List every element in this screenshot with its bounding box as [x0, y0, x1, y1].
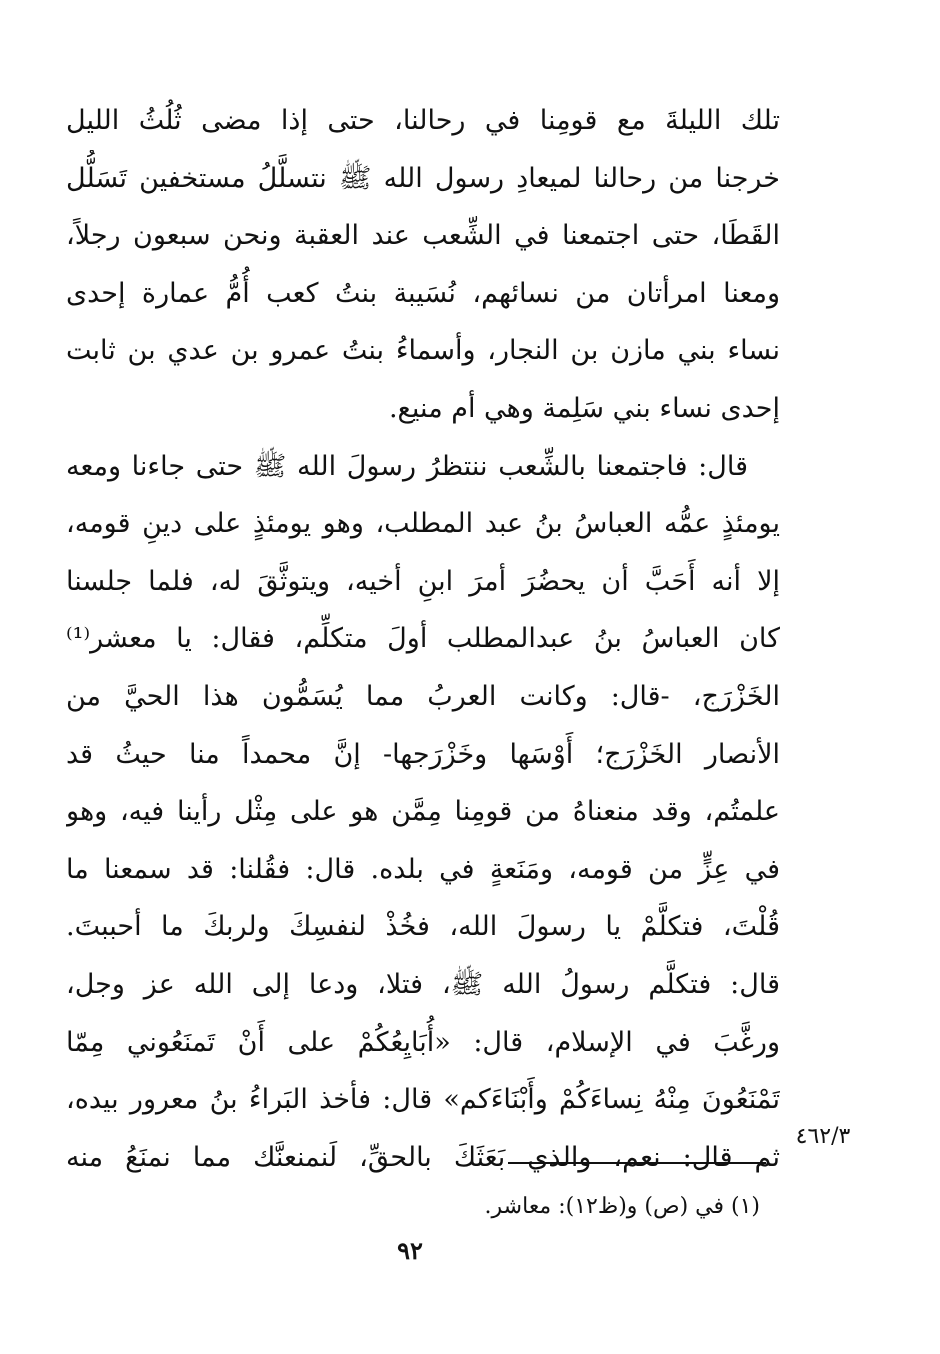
text-line: علمتُم، وقد منعناهُ من قومِنا مِمَّن هو على مِثْل رأينا فيه، وهو — [66, 796, 780, 828]
text-line: في عِزٍّ من قومه، ومَنَعةٍ في بلده. قال: فقُلنا: قد سمعنا ما — [66, 853, 780, 885]
text-line: الخَزْرَج، -قال: وكانت العربُ مما يُسَمُّون هذا الحيَّ من — [66, 680, 780, 712]
text-line: إحدى نساء بني سَلِمة وهي أم منيع. — [388, 392, 780, 424]
text-line: كان العباسُ بنُ عبدالمطلب أولَ متكلِّم، فقال: يا معشر⁽¹⁾ — [66, 623, 780, 655]
margin-reference: ٤٦٢/٣ — [795, 1124, 851, 1149]
text-line: ومعنا امرأتان من نسائهم، نُسَيبة بنتُ كعب أُمُّ عمارة إحدى — [66, 277, 780, 309]
text-line: خرجنا من رحالنا لميعادِ رسول الله ﷺ نتسلَّلُ مستخفين تَسَلُّل — [66, 162, 780, 194]
text-line: تَمْنَعُونَ مِنْهُ نِساءَكُمْ وأَبْنَاءَكم» قال: فأخذ البَراءُ بنُ معرور بيده، — [66, 1084, 780, 1116]
text-line: ورغَّبَ في الإسلام، قال: «أُبَايِعُكُمْ على أَنْ تَمنَعُوني مِمّا — [66, 1026, 780, 1058]
text-line: ثم قال: نعم، والذي بَعَثَكَ بالحقِّ، لَنمنعنَّك مما نمنَعُ منه — [66, 1141, 780, 1173]
text-line: إلا أنه أَحَبَّ أن يحضُرَ أمرَ ابنِ أخيه، ويتوثَّقَ له، فلما جلسنا — [66, 565, 780, 597]
text-line: نساء بني مازن بن النجار، وأسماءُ بنتُ عمرو بن عدي بن ثابت — [66, 335, 780, 367]
text-line: قُلْتَ، فتكلَّمْ يا رسولَ الله، فخُذْ لنفسِكَ ولربكَ ما أحببتَ. — [66, 911, 780, 943]
text-line: قال: فاجتمعنا بالشِّعب ننتظرُ رسولَ الله ﷺ حتى جاءنا ومعه — [66, 450, 748, 482]
footnote: (١) في (ص) و(ظ١٢): معاشر. — [484, 1194, 760, 1219]
text-line: القَطَا، حتى اجتمعنا في الشِّعب عند العقبة ونحن سبعون رجلاً، — [66, 220, 780, 252]
text-line: قال: فتكلَّم رسولُ الله ﷺ، فتلا، ودعا إلى الله عز وجل، — [66, 968, 780, 1000]
text-line: الأنصار الخَزْرَج؛ أَوْسَها وخَزْرَجها- إنَّ محمداً منا حيثُ قد — [66, 738, 780, 770]
text-line: تلك الليلةَ مع قومِنا في رحالنا، حتى إذا مضى ثُلُثُ الليل — [66, 105, 780, 136]
main-text — [66, 92, 780, 1186]
page-number: ٩٢ — [397, 1236, 423, 1265]
footnote-separator — [508, 1162, 766, 1164]
text-line: يومئذٍ عمُّه العباسُ بنُ عبد المطلب، وهو يومئذٍ على دينِ قومه، — [66, 508, 780, 540]
